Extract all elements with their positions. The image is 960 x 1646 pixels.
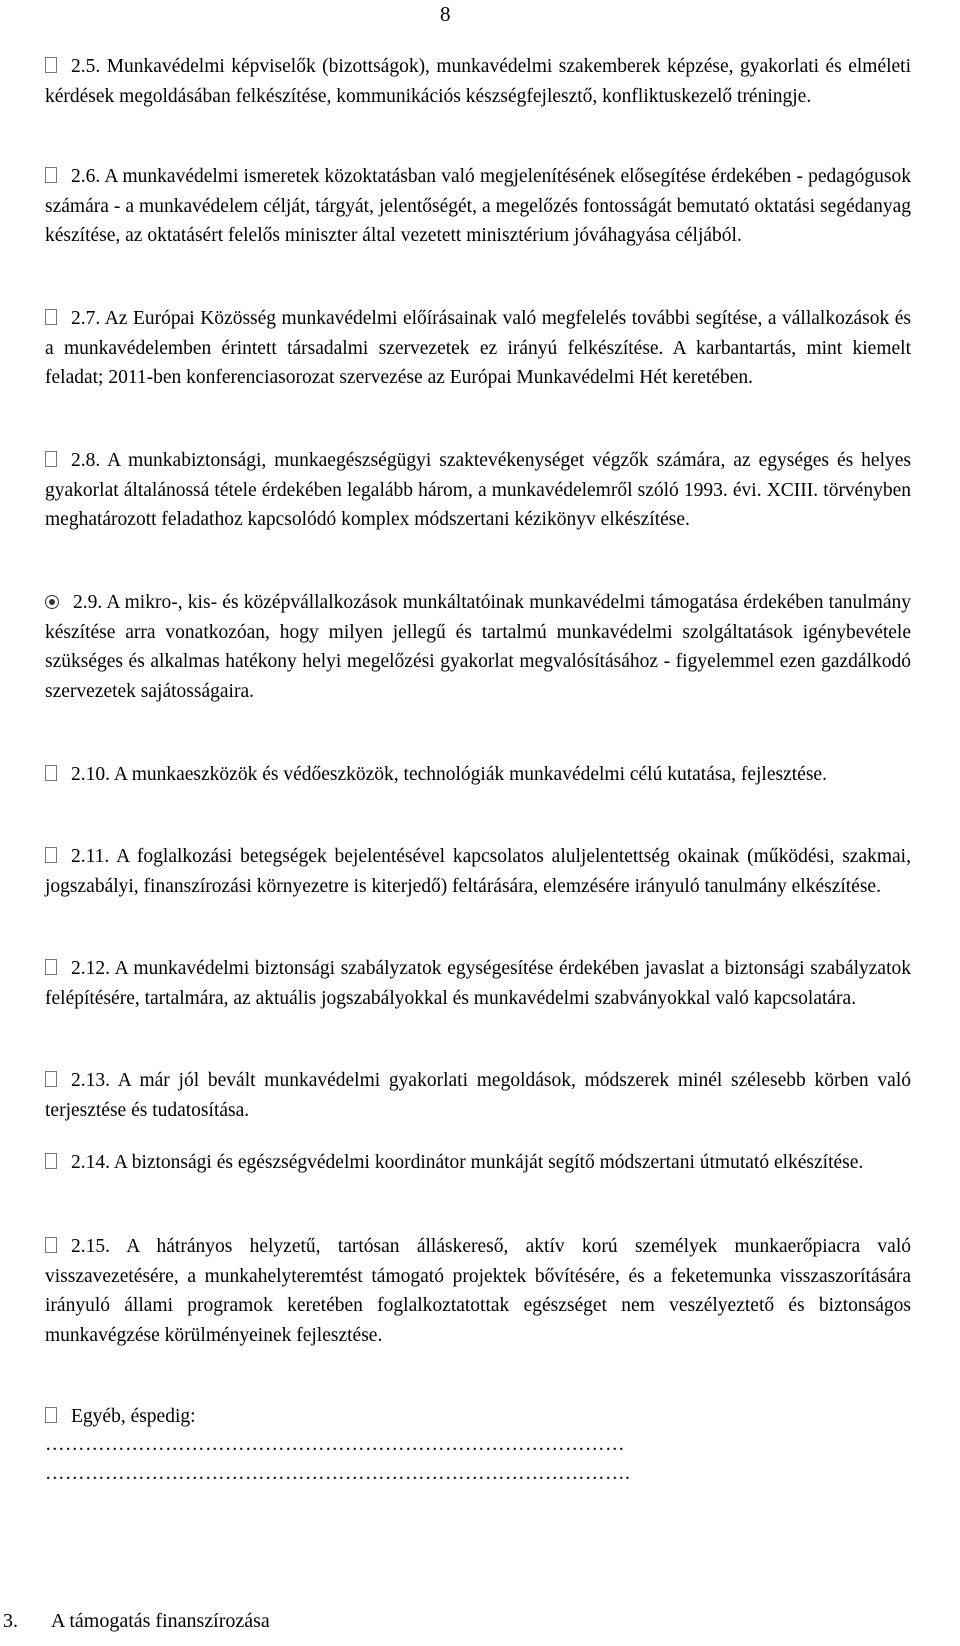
item-text: A hátrányos helyzetű, tartósan álláskereső, aktív korú személyek munkaerőpiacra való visszavezetésére, a munkahelyteremtést támogató projektek bővítésére, és a feketemunka visszaszorítására irányuló állami programok keretében foglalkoztatottak egészséget nem veszélyeztető és biztonságos munkavégzése körülményeinek fejlesztése.: [45, 1236, 911, 1346]
checkbox[interactable]: [45, 1153, 57, 1169]
section-number: 3.: [3, 1610, 18, 1632]
item-text: A munkavédelmi biztonsági szabályzatok egységesítése érdekében javaslat a biztonsági szabályzatok felépítésére, tartalmára, az aktuális jogszabályokkal és munkavédelmi szabványokkal való kapcsolatára.: [45, 958, 912, 1009]
item-text: A már jól bevált munkavédelmi gyakorlati megoldások, módszerek minél szélesebb körben való terjesztése és tudatosítása.: [45, 1070, 911, 1121]
page-number: 8: [440, 2, 451, 26]
item-id: 2.8.: [71, 450, 101, 471]
checkbox[interactable]: [45, 309, 57, 325]
list-item: [45, 588, 911, 706]
item-id: 2.5.: [71, 56, 101, 77]
checkbox[interactable]: [45, 167, 57, 183]
item-text: A mikro-, kis- és középvállalkozások munkáltatóinak munkavédelmi támogatása érdekében tanulmány készítése arra vonatkozóan, hogy milyen jellegű és tartalmú munkavédelmi szolgáltatások igénybevétele szükséges és alkalmas hatékony helyi megelőzési gyakorlat megvalósításához - figyelemmel ezen gazdálkodó szervezetek sajátosságaira.: [45, 592, 911, 702]
list-item: [45, 162, 911, 251]
checkbox[interactable]: [45, 847, 57, 863]
item-id: 2.10.: [71, 764, 110, 785]
item-text: A munkaeszközök és védőeszközök, technológiák munkavédelmi célú kutatása, fejlesztése.: [113, 764, 827, 785]
item-id: 2.12.: [71, 958, 110, 979]
list-item: [45, 842, 911, 901]
list-item: [45, 446, 911, 535]
other-label: Egyéb, éspedig:: [71, 1406, 196, 1427]
item-text: A foglalkozási betegségek bejelentésével kapcsolatos aluljelentettség okainak (működési, szakmai, jogszabályi, finanszírozási környezetre is kiterjedő) feltárására, elemzésére irányuló tanulmány elkészítése.: [45, 846, 911, 897]
item-text: A munkabiztonsági, munkaegészségügyi szaktevékenységet végzők számára, az egységes és helyes gyakorlat általánossá tétele érdekében legalább három, a munkavédelemről szóló 1993. évi. XCIII. törvényben meghatározott feladathoz kapcsolódó komplex módszertani kézikönyv elkészítése.: [45, 450, 911, 530]
checkbox[interactable]: [45, 451, 57, 467]
fill-in-line[interactable]: ……………………………………………………………………………: [45, 1434, 625, 1455]
item-id: 2.6.: [71, 166, 101, 187]
fill-in-line[interactable]: …………………………………………………………………………….: [45, 1463, 631, 1484]
list-item: [45, 304, 911, 393]
checkbox[interactable]: [45, 1407, 57, 1423]
item-id: 2.14.: [71, 1152, 110, 1173]
list-item: [45, 1232, 911, 1350]
checkbox[interactable]: [45, 765, 57, 781]
item-id: 2.9.: [73, 592, 103, 613]
item-id: 2.7.: [71, 308, 101, 329]
other-item: [45, 1402, 911, 1432]
checkbox[interactable]: [45, 57, 57, 73]
checkbox[interactable]: [45, 959, 57, 975]
list-item: [45, 954, 911, 1013]
item-text: Munkavédelmi képviselők (bizottságok), munkavédelmi szakemberek képzése, gyakorlati és elméleti kérdések megoldásában felkészítése, kommunikációs készségfejlesztő, konfliktuskezelő tréningje.: [45, 56, 912, 107]
item-id: 2.11.: [71, 846, 110, 867]
checkbox[interactable]: [45, 1071, 57, 1087]
item-id: 2.13.: [71, 1070, 110, 1091]
checkbox-selected[interactable]: [45, 595, 59, 609]
list-item: [45, 52, 911, 111]
item-text: Az Európai Közösség munkavédelmi előírásainak való megfelelés további segítése, a vállalkozások és a munkavédelemben érintett társadalmi szervezetek ez irányú felkészítése. A karbantartás, mint kiemelt feladat; 2011-ben konferenciasorozat szervezése az Európai Munkavédelmi Hét keretében.: [45, 308, 911, 388]
checkbox[interactable]: [45, 1237, 57, 1253]
item-text: A biztonsági és egészségvédelmi koordinátor munkáját segítő módszertani útmutató elkészítése.: [113, 1152, 864, 1173]
item-id: 2.15.: [71, 1236, 110, 1257]
list-item: [45, 1148, 911, 1178]
list-item: [45, 1066, 911, 1125]
item-text: A munkavédelmi ismeretek közoktatásban való megjelenítésének elősegítése érdekében - pedagógusok számára - a munkavédelem célját, tárgyát, jelentőségét, a megelőzés fontosságát bemutató oktatási segédanyag készítése, az oktatásért felelős miniszter által vezetett minisztérium jóváhagyása céljából.: [45, 166, 911, 246]
list-item: [45, 760, 911, 790]
section-title: A támogatás finanszírozása: [51, 1610, 270, 1632]
section-heading: [3, 1610, 270, 1633]
